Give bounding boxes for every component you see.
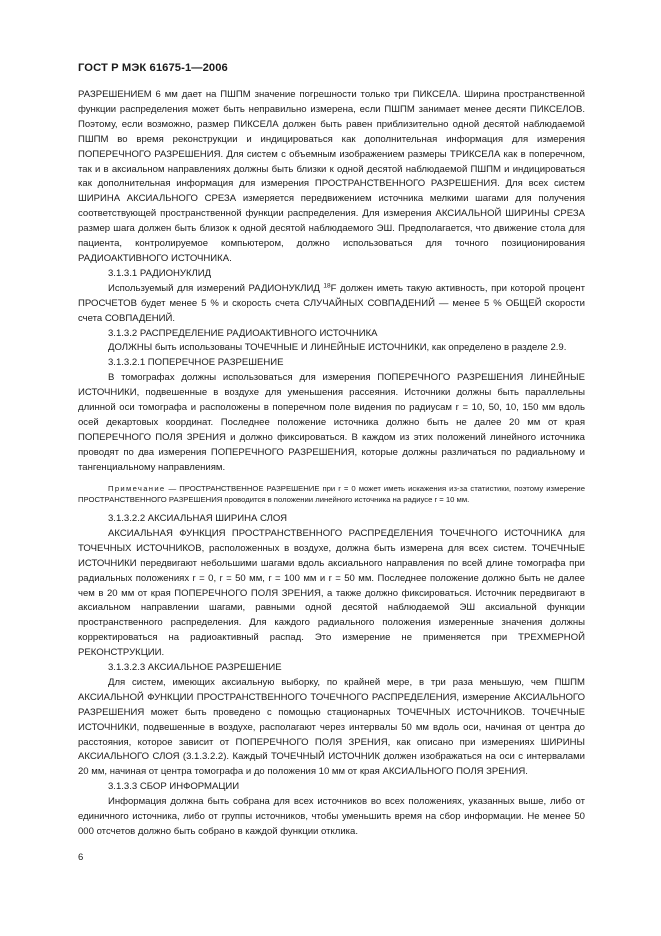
paragraph-source-distribution: ДОЛЖНЫ быть использованы ТОЧЕЧНЫЕ И ЛИНЕЙНЫЕ ИСТОЧНИКИ, как определено в разделе 2.9. (108, 342, 567, 354)
paragraph-pixel-size: РАЗРЕШЕНИЕМ 6 мм дает на ПШПМ значение погрешности только три ПИКСЕЛА. Ширина пространственной функции распределения может быть неправильно измерена, если ПШПМ занимает менее десяти ПИКСЕЛОВ. Поэтому, если возможно, размер ПИКСЕЛА должен быть равен приблизительно одной десятой наблюдаемой ПШПМ во время реконструкции и индицироваться как дополнительная информация для измерения ПОПЕРЕЧНОГО РАЗРЕШЕНИЯ. Для систем с объемным изображением размеры ТРИКСЕЛА как в поперечном, так и в аксиальном направлениях должны быть близки к одной десятой наблюдаемой ПШПМ и индицироваться как дополнительная информация для измерения ПРОСТРАНСТВЕННОГО РАЗРЕШЕНИЯ. Для всех систем ШИРИНА АКСИАЛЬНОГО СРЕЗА измеряется передвижением источника мелкими шагами для получения соответствующей пространственной функции распределения. Для измерения АКСИАЛЬНОЙ ШИРИНЫ СРЕЗА размер шага должен быть близок к одной десятой наблюдаемого ЭШ. Предполагается, что движение стола для пациента, контролируемое компьютером, должно использоваться для точного позиционирования РАДИОАКТИВНОГО ИСТОЧНИКА. (78, 89, 585, 264)
note-label: Примечание (108, 483, 166, 493)
paragraph-radionuclide (78, 282, 585, 327)
paragraph-transverse-resolution: В томографах должны использоваться для измерения ПОПЕРЕЧНОГО РАЗРЕШЕНИЯ ЛИНЕЙНЫЕ ИСТОЧНИКИ, подвешенные в воздухе для уменьшения рассеяния. Источники должны быть параллельны длинной оси томографа и расположены в поперечном поле видения по радиусам r = 10, 50, 10, 150 мм вдоль осей декартовых координат. Последнее положение источника должно быть не далее 20 мм от края ПОПЕРЕЧНОГО ПОЛЯ ЗРЕНИЯ и должно фиксироваться. В каждом из этих положений линейного источника проводят по два измерения ПОПЕРЕЧНОГО РАЗРЕШЕНИЯ, которые должны различаться по радиальному и тангенциальному направлениям. (78, 372, 585, 473)
paragraph-data-collection: Информация должна быть собрана для всех источников во всех положениях, указанных выше, либо от единичного источника, либо от группы источников, чтобы уменьшить время на сбор информации. Не менее 50 000 отсчетов должно быть собрано в каждой функции отклика. (78, 796, 585, 837)
section-heading-3-1-3-2-2: 3.1.3.2.2 АКСИАЛЬНАЯ ШИРИНА СЛОЯ (108, 512, 288, 524)
note-text: — ПРОСТРАНСТВЕННОЕ РАЗРЕШЕНИЕ при r = 0 может иметь искажения из-за статистики, поэтому измерение ПРОСТРАНСТВЕННОГО РАЗРЕШЕНИЯ проводится в положении линейного источника на радиусе r = 10 мм. (78, 483, 585, 504)
paragraph-axial-resolution: Для систем, имеющих аксиальную выборку, по крайней мере, в три раза меньшую, чем ПШПМ АКСИАЛЬНОЙ ФУНКЦИИ ПРОСТРАНСТВЕННОГО ТОЧЕЧНОГО РАСПРЕДЕЛЕНИЯ, измерение АКСИАЛЬНОГО РАЗРЕШЕНИЯ может быть проведено с помощью стационарных ТОЧЕЧНЫХ ИСТОЧНИКОВ. ТОЧЕЧНЫЕ ИСТОЧНИКИ, подвешенные в воздухе, располагают через интервалы 50 мм вдоль оси, начиная от центра до расстояния, которое зависит от ПОПЕРЕЧНОГО ПОЛЯ ЗРЕНИЯ, как описано при измерениях ШИРИНЫ АКСИАЛЬНОГО СЛОЯ (3.1.3.2.2). Каждый ТОЧЕЧНЫЙ ИСТОЧНИК должен изображаться на оси с интервалами 20 мм, начиная от центра томографа и до положения 10 мм от края АКСИАЛЬНОГО ПОЛЯ ЗРЕНИЯ. (78, 676, 585, 778)
note (78, 483, 585, 505)
section-heading-3-1-3-2-3: 3.1.3.2.3 АКСИАЛЬНОЕ РАЗРЕШЕНИЕ (108, 662, 282, 674)
radionuclide-text-end: F должен иметь такую активность, при которой процент ПРОСЧЕТОВ будет менее 5 % и скорость счета СЛУЧАЙНЫХ СОВПАДЕНИЙ — менее 5 % ОБЩЕЙ скорости счета СОВПАДЕНИЙ. (78, 282, 586, 324)
isotope-superscript: 18 (323, 282, 331, 290)
section-heading-3-1-3-2: 3.1.3.2 РАСПРЕДЕЛЕНИЕ РАДИОАКТИВНОГО ИСТОЧНИКА (108, 327, 378, 339)
document-body (78, 88, 585, 840)
paragraph-axial-slice-width: АКСИАЛЬНАЯ ФУНКЦИЯ ПРОСТРАНСТВЕННОГО РАСПРЕДЕЛЕНИЯ ТОЧЕЧНОГО ИСТОЧНИКА для ТОЧЕЧНЫХ ИСТОЧНИКОВ, расположенных в воздухе, должна быть измерена для всех систем. ТОЧЕЧНЫЕ ИСТОЧНИКИ передвигают небольшими шагами вдоль аксиального направления по всей длине томографа при радиальных положениях r = 0, r = 50 мм, r = 100 мм и r = 50 мм. Последнее положение должно быть не далее чем в 20 мм от края ПОПЕРЕЧНОГО ПОЛЯ ЗРЕНИЯ, а также должно фиксироваться. Источник передвигают в аксиальном направлении шагами, равными одной десятой наблюдаемой ЭШ аксиальной функции пространственного распределения. Для каждого радиального положения измеренные значения должны корректироваться на радиоактивный распад. Это измерение не применяется при ТРЕХМЕРНОЙ РЕКОНСТРУКЦИИ. (78, 527, 585, 659)
page-number: 6 (78, 852, 84, 863)
section-heading-3-1-3-3: 3.1.3.3 СБОР ИНФОРМАЦИИ (108, 781, 240, 793)
radionuclide-text-start: Используемый для измерений РАДИОНУКЛИД (108, 282, 324, 294)
document-header: ГОСТ Р МЭК 61675-1—2006 (78, 62, 228, 74)
section-heading-3-1-3-2-1: 3.1.3.2.1 ПОПЕРЕЧНОЕ РАЗРЕШЕНИЕ (108, 357, 284, 369)
section-heading-3-1-3-1: 3.1.3.1 РАДИОНУКЛИД (108, 267, 212, 279)
